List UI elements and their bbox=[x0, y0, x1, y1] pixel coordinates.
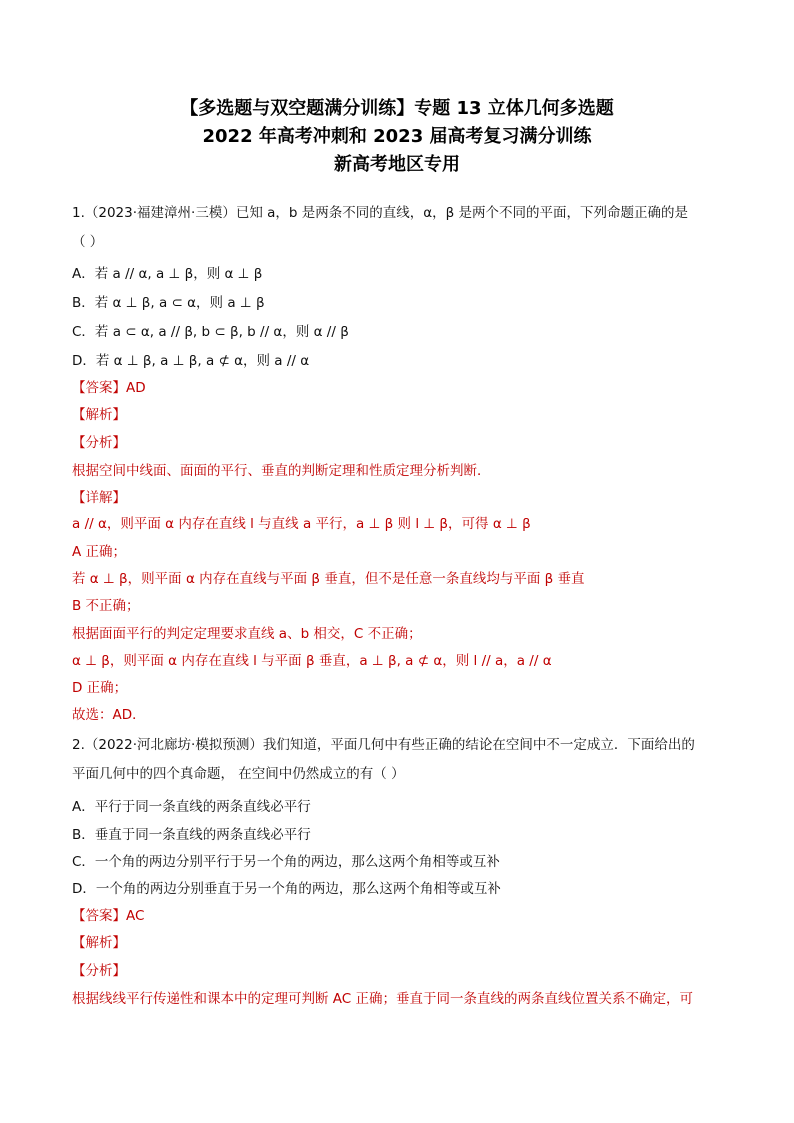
q1-stem-line-1: 1.（2023·福建漳州·三模）已知 a，b 是两条不同的直线，α，β 是两个不同的平面，下列命题正确的是 bbox=[72, 205, 689, 221]
q1-option-d: D．若 α ⊥ β, a ⊥ β, a ⊄ α，则 a // α bbox=[72, 353, 310, 369]
q2-answer: 【答案】AC bbox=[72, 908, 145, 924]
q1-stem-line-2: （ ） bbox=[72, 234, 104, 250]
q1-answer: 【答案】AD bbox=[72, 380, 146, 396]
q2-stem-line-2: 平面几何中的四个真命题， 在空间中仍然成立的有（ ） bbox=[72, 766, 405, 782]
q1-detail-line-3: 若 α ⊥ β，则平面 α 内存在直线与平面 β 垂直，但不是任意一条直线均与平面 β 垂直 bbox=[72, 571, 585, 587]
q1-jiexi-heading: 【解析】 bbox=[72, 407, 126, 423]
q1-detail-line-5: 根据面面平行的判定定理要求直线 a、b 相交，C 不正确； bbox=[72, 626, 422, 642]
q2-option-c: C．一个角的两边分别平行于另一个角的两边，那么这两个角相等或互补 bbox=[72, 854, 500, 870]
q2-fenxi-heading: 【分析】 bbox=[72, 963, 126, 979]
q1-option-b: B．若 α ⊥ β, a ⊂ α，则 a ⊥ β bbox=[72, 295, 265, 311]
q2-stem-line-1: 2.（2022·河北廊坊·模拟预测）我们知道，平面几何中有些正确的结论在空间中不一定成立．下面给出的 bbox=[72, 737, 695, 753]
q2-option-a: A．平行于同一条直线的两条直线必平行 bbox=[72, 799, 311, 815]
q2-fenxi-text: 根据线线平行传递性和课本中的定理可判断 AC 正确；垂直于同一条直线的两条直线位置关系不确定，可 bbox=[72, 991, 694, 1007]
title-line-2: 2022 年高考冲刺和 2023 届高考复习满分训练 bbox=[202, 126, 592, 147]
q1-detail-line-2: A 正确； bbox=[72, 544, 127, 560]
q1-detail-line-4: B 不正确； bbox=[72, 598, 140, 614]
q1-detail-line-1: a // α，则平面 α 内存在直线 l 与直线 a 平行，a ⊥ β 则 l ⊥ β，可得 α ⊥ β bbox=[72, 516, 531, 532]
q1-fenxi-heading: 【分析】 bbox=[72, 435, 126, 451]
q2-option-d: D．一个角的两边分别垂直于另一个角的两边，那么这两个角相等或互补 bbox=[72, 881, 501, 897]
q1-detail-line-6: α ⊥ β，则平面 α 内存在直线 l 与平面 β 垂直，a ⊥ β, a ⊄ α，则 l // a，a // α bbox=[72, 653, 552, 669]
q2-option-b: B．垂直于同一条直线的两条直线必平行 bbox=[72, 827, 311, 843]
title-line-1: 【多选题与双空题满分训练】专题 13 立体几何多选题 bbox=[180, 98, 614, 119]
title-line-3: 新高考地区专用 bbox=[334, 154, 460, 175]
q1-detail-line-8: 故选：AD． bbox=[72, 707, 146, 723]
q1-option-c: C．若 a ⊂ α, a // β, b ⊂ β, b // α，则 α // β bbox=[72, 324, 349, 340]
q1-detail-line-7: D 正确； bbox=[72, 680, 128, 696]
q1-fenxi-text: 根据空间中线面、面面的平行、垂直的判断定理和性质定理分析判断． bbox=[72, 463, 491, 479]
q1-xiangjie-heading: 【详解】 bbox=[72, 490, 126, 506]
q2-jiexi-heading: 【解析】 bbox=[72, 935, 126, 951]
q1-option-a: A．若 a // α, a ⊥ β，则 α ⊥ β bbox=[72, 266, 263, 282]
